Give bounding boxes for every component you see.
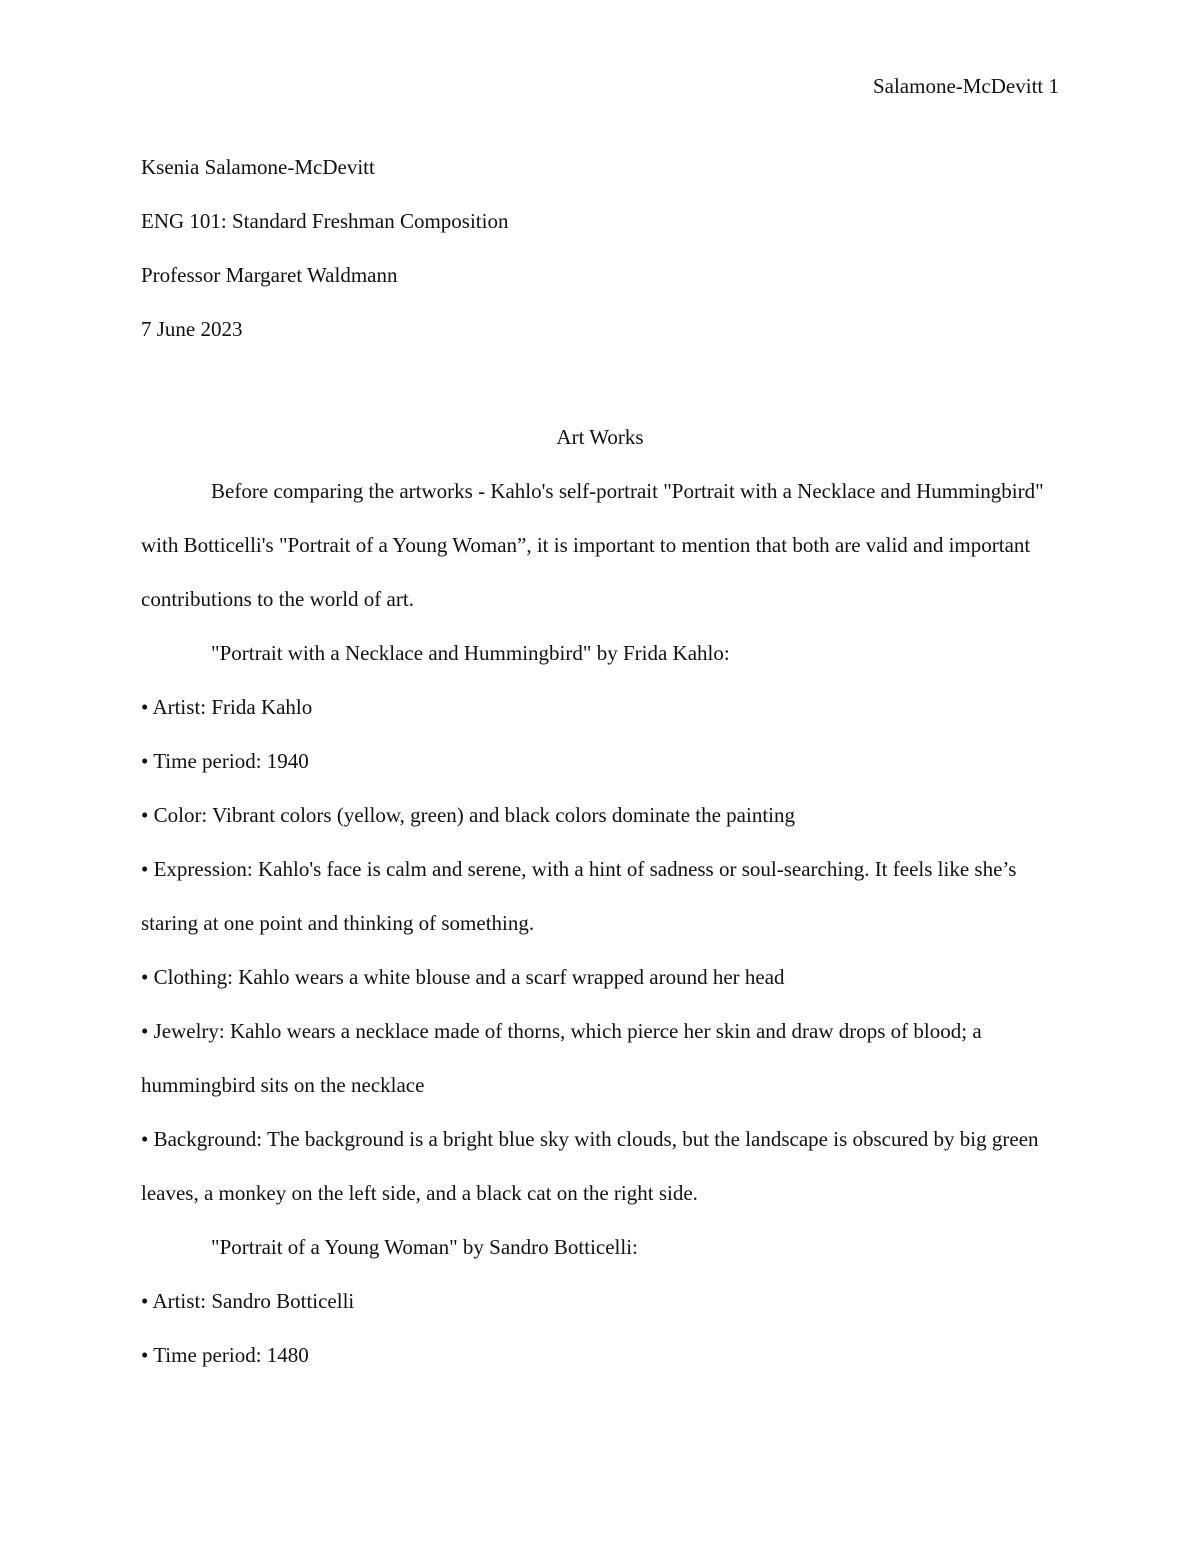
professor-name: Professor Margaret Waldmann xyxy=(141,263,398,287)
kahlo-time-period-item: • Time period: 1940 xyxy=(141,749,309,773)
kahlo-artist-item: • Artist: Frida Kahlo xyxy=(141,695,313,719)
botticelli-section-heading: "Portrait of a Young Woman" by Sandro Botticelli: xyxy=(211,1235,638,1259)
student-name: Ksenia Salamone-McDevitt xyxy=(141,155,375,179)
kahlo-background-item: • Background: The background is a bright blue sky with clouds, but the landscape is obscured by big green leaves, a monkey on the left side, and a black cat on the right side. xyxy=(141,1127,1039,1205)
submission-date: 7 June 2023 xyxy=(141,317,243,341)
running-head: Salamone-McDevitt 1 xyxy=(872,74,1059,98)
botticelli-artist-item: • Artist: Sandro Botticelli xyxy=(141,1289,355,1313)
course-name: ENG 101: Standard Freshman Composition xyxy=(141,209,509,233)
kahlo-expression-item: • Expression: Kahlo's face is calm and serene, with a hint of sadness or soul-searching. It feels like she’s staring at one point and thinking of something. xyxy=(141,857,1017,935)
kahlo-color-item: • Color: Vibrant colors (yellow, green) and black colors dominate the painting xyxy=(141,803,796,827)
intro-paragraph: Before comparing the artworks - Kahlo's self-portrait "Portrait with a Necklace and Hummingbird" with Botticelli's "Portrait of a Young Woman”, it is important to mention that both are valid and important contributions to the world of art. xyxy=(141,479,1044,611)
kahlo-jewelry-item: • Jewelry: Kahlo wears a necklace made of thorns, which pierce her skin and draw drops of blood; a hummingbird sits on the necklace xyxy=(141,1019,982,1097)
botticelli-time-period-item: • Time period: 1480 xyxy=(141,1343,309,1367)
paper-title: Art Works xyxy=(556,425,644,449)
kahlo-clothing-item: • Clothing: Kahlo wears a white blouse and a scarf wrapped around her head xyxy=(141,965,785,989)
kahlo-section-heading: "Portrait with a Necklace and Hummingbird" by Frida Kahlo: xyxy=(211,641,730,665)
body-text xyxy=(141,140,1059,1382)
